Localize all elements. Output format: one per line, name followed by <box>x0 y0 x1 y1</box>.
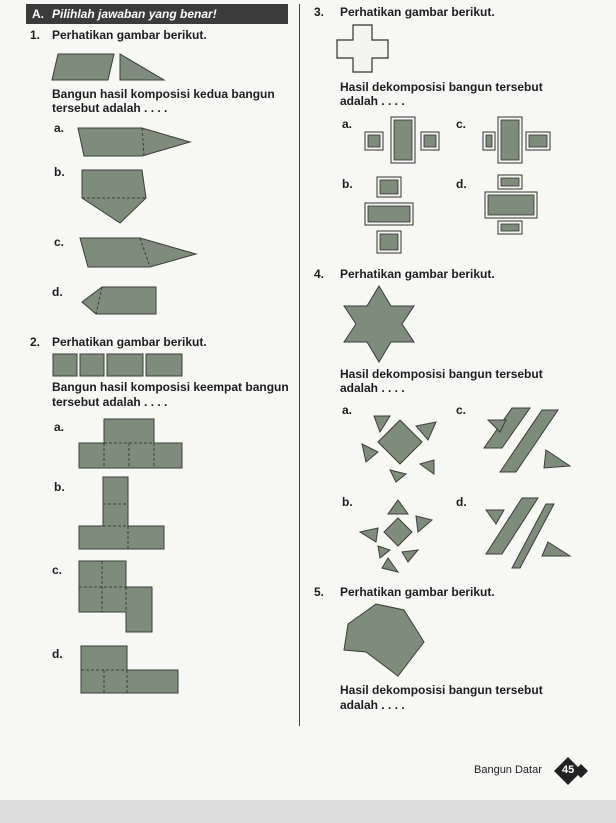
q3-option-b-label[interactable]: b. <box>342 177 353 191</box>
q1-option-a-shape[interactable] <box>78 126 194 158</box>
q4-prompt: Perhatikan gambar berikut. <box>340 267 495 281</box>
q1-option-c-label[interactable]: c. <box>54 235 65 249</box>
q4-option-b-label[interactable]: b. <box>342 495 353 509</box>
q4-option-d-label[interactable]: d. <box>456 495 467 509</box>
q2-given-rectangle <box>107 354 143 376</box>
q4-text-line2: adalah . . . . <box>340 381 405 395</box>
q4-given-hexagram <box>340 284 418 364</box>
q1-text-line1: Bangun hasil komposisi kedua bangun <box>52 87 275 101</box>
page-number: 45 <box>562 764 575 776</box>
q5-given-shape <box>342 602 426 680</box>
q2-option-a-shape[interactable] <box>78 418 184 470</box>
q2-given-square <box>80 354 104 376</box>
q2-number: 2. <box>30 335 41 349</box>
q4-option-c-label[interactable]: c. <box>456 403 467 417</box>
q1-option-b-shape[interactable] <box>80 168 152 226</box>
q3-option-a-label[interactable]: a. <box>342 117 353 131</box>
q5-text-line2: adalah . . . . <box>340 698 405 712</box>
q3-text-line2: adalah . . . . <box>340 94 405 108</box>
q2-option-c-label[interactable]: c. <box>52 563 63 577</box>
q3-prompt: Perhatikan gambar berikut. <box>340 5 495 19</box>
column-divider <box>299 4 300 726</box>
q5-number: 5. <box>314 585 325 599</box>
q4-option-a-label[interactable]: a. <box>342 403 353 417</box>
footer-chapter-label: Bangun Datar <box>474 764 542 776</box>
q1-given-shapes <box>52 52 172 82</box>
q4-option-c-shape[interactable] <box>482 406 572 476</box>
q3-number: 3. <box>314 5 325 19</box>
q1-option-b-label[interactable]: b. <box>54 165 65 179</box>
q3-option-c-label[interactable]: c. <box>456 117 467 131</box>
scan-margin <box>0 800 616 823</box>
q4-text-line1: Hasil dekomposisi bangun tersebut <box>340 367 543 381</box>
q1-text-line2: tersebut adalah . . . . <box>52 101 168 115</box>
q3-text-line1: Hasil dekomposisi bangun tersebut <box>340 80 543 94</box>
q2-given-rectangle <box>146 354 182 376</box>
q4-number: 4. <box>314 267 325 281</box>
q3-option-d-label[interactable]: d. <box>456 177 467 191</box>
q2-option-d-label[interactable]: d. <box>52 647 63 661</box>
q4-option-b-shape[interactable] <box>358 498 438 574</box>
q4-option-a-shape[interactable] <box>360 412 440 484</box>
q1-option-d-label[interactable]: d. <box>52 285 63 299</box>
q5-text-line1: Hasil dekomposisi bangun tersebut <box>340 683 543 697</box>
q5-prompt: Perhatikan gambar berikut. <box>340 585 495 599</box>
q2-option-c-shape[interactable] <box>78 560 154 634</box>
q2-prompt: Perhatikan gambar berikut. <box>52 335 207 349</box>
q1-option-d-shape[interactable] <box>80 285 162 317</box>
section-title: Pilihlah jawaban yang benar! <box>52 7 217 21</box>
q3-option-c-shape[interactable] <box>482 116 554 166</box>
q2-option-d-shape[interactable] <box>80 645 180 695</box>
q3-option-d-shape[interactable] <box>484 174 540 236</box>
q2-option-b-label[interactable]: b. <box>54 480 65 494</box>
q2-option-a-label[interactable]: a. <box>54 420 65 434</box>
q1-prompt: Perhatikan gambar berikut. <box>52 28 207 42</box>
q2-given-square <box>53 354 77 376</box>
q3-given-cross <box>336 24 390 74</box>
q4-option-d-shape[interactable] <box>482 494 574 570</box>
q1-number: 1. <box>30 28 41 42</box>
section-header <box>26 4 288 24</box>
q2-option-b-shape[interactable] <box>78 476 166 550</box>
q1-given-triangle <box>120 54 164 80</box>
q2-given-squares <box>52 353 184 377</box>
q2-text-line1: Bangun hasil komposisi keempat bangun <box>52 380 289 394</box>
q2-text-line2: tersebut adalah . . . . <box>52 395 168 409</box>
q3-option-b-shape[interactable] <box>364 176 416 256</box>
q1-option-c-shape[interactable] <box>80 236 200 270</box>
q1-given-parallelogram <box>52 54 114 80</box>
q3-option-a-shape[interactable] <box>364 116 442 166</box>
q1-option-a-label[interactable]: a. <box>54 121 65 135</box>
section-letter: A. <box>32 7 44 21</box>
